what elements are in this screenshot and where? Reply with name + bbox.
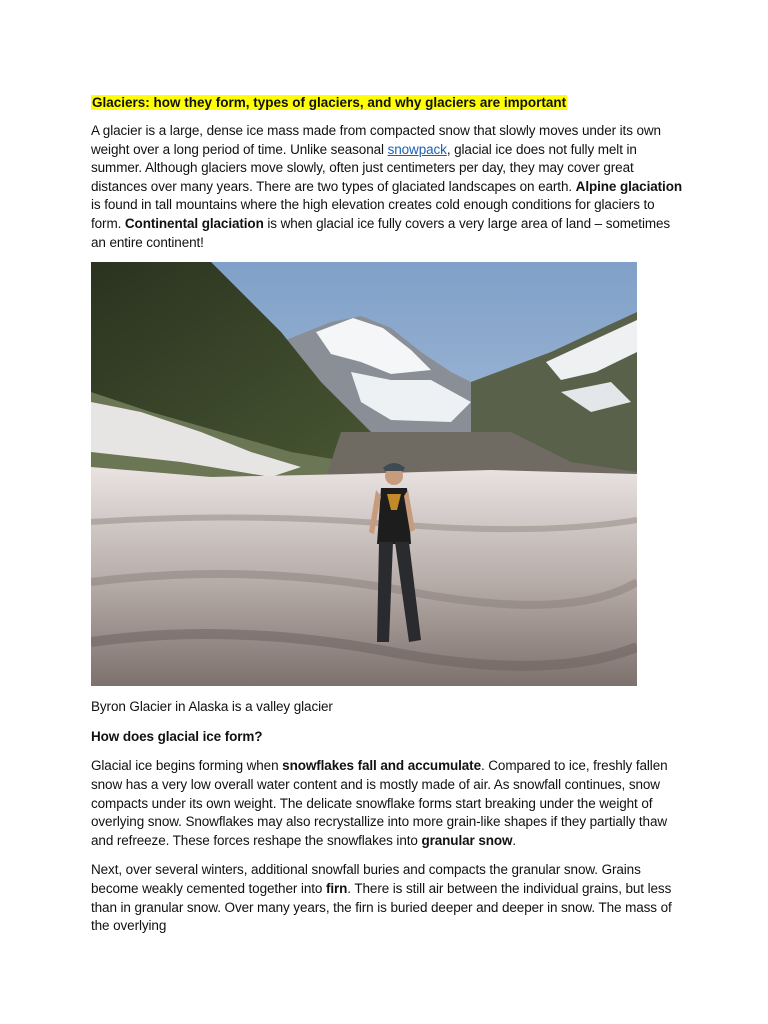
paragraph-1 <box>91 757 686 850</box>
para1-text-1: Glacial ice begins forming when <box>91 758 283 774</box>
intro-text-1: A glacier is a large, dense ice mass made from compacted snow that slowly moves under its own weight over a long period of time. Unlike seasonal <box>91 123 661 157</box>
document-title: Glaciers: how they form, types of glaciers, and why glaciers are important <box>92 95 567 110</box>
photo-caption: Byron Glacier in Alaska is a valley glacier <box>91 699 333 715</box>
firn-term: firn <box>325 880 348 896</box>
continental-glaciation-term: Continental glaciation <box>124 215 264 231</box>
snowpack-link[interactable]: snowpack <box>387 141 447 157</box>
intro-text-4: is when glacial ice fully covers a very large area of land – sometimes an entire continent! <box>91 215 671 250</box>
para2-text-1: Next, over several winters, additional snowfall buries and compacts the granular snow. Grains become weakly cemented together into <box>91 862 641 896</box>
intro-text-2: , glacial ice does not fully melt in summer. Although glaciers move slowly, often just centimeters per day, they may cover great distances over many years. There are two types of glaciated landscapes on earth. <box>91 141 637 194</box>
para1-text-3: . <box>512 832 517 848</box>
document-page <box>91 94 691 936</box>
para1-text-2: . Compared to ice, freshly fallen snow has a very low overall water content and is mostly made of air. As snowfall continues, snow compacts under its own weight. The delicate snowflake forms start breaking under the weight of overlying snow. Snowflakes may also recrystallize into more grain-like shapes if they partially thaw and refreeze. These forces reshape the snowflakes into <box>91 758 668 848</box>
para2-text-2: . There is still air between the individual grains, but less than in granular snow. Over many years, the firn is buried deeper and deeper in snow. The mass of the overlying <box>91 880 672 934</box>
title-row <box>91 94 691 112</box>
intro-paragraph <box>91 122 686 252</box>
section-heading: How does glacial ice form? <box>91 728 263 744</box>
snowflakes-term: snowflakes fall and accumulate <box>282 758 481 774</box>
granular-snow-term: granular snow <box>421 832 513 848</box>
paragraph-2 <box>91 861 686 935</box>
alpine-glaciation-term: Alpine glaciation <box>575 178 682 194</box>
intro-text-3: is found in tall mountains where the high elevation creates cold enough conditions for glaciers to form. <box>91 197 655 231</box>
glacier-photo <box>91 262 637 686</box>
